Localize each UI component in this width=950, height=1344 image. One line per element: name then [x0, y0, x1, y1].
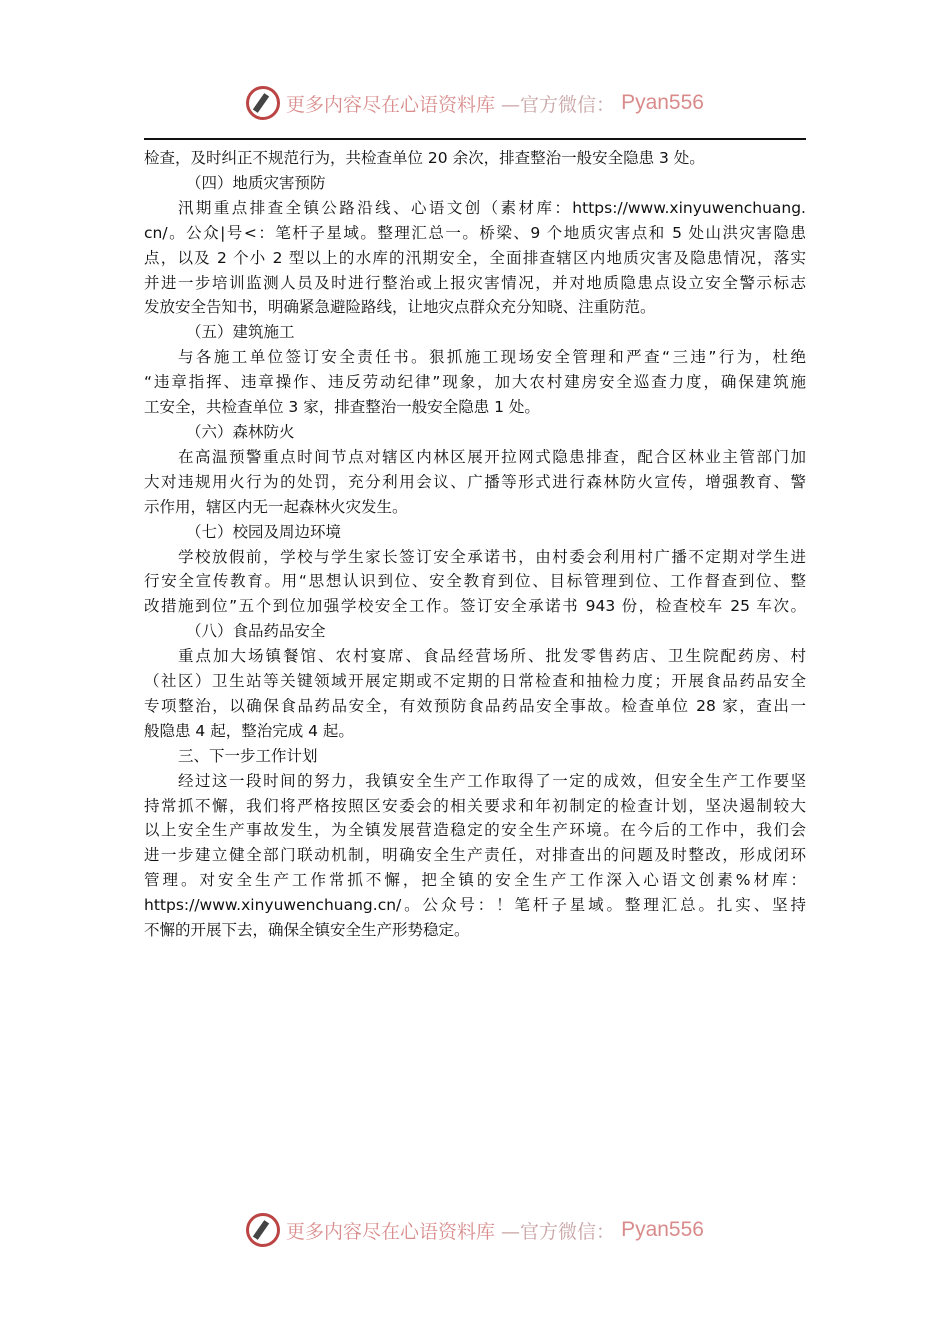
text-line: 学校放假前，学校与学生家长签订安全承诺书，由村委会利用村广播不定期对学生进: [178, 547, 806, 566]
text-line: 持常抓不懈，我们将严格按照区安委会的相关要求和年初制定的检查计划，坚决遏制较大: [144, 796, 806, 815]
banner-separator: —官方微信：: [501, 1220, 616, 1243]
document-body: [144, 146, 806, 943]
text-line: 示作用，辖区内无一起森林火灾发生。: [144, 497, 408, 516]
header-rule: [144, 138, 806, 140]
section-heading: （六）森林防火: [186, 422, 295, 441]
text-line: 与各施工单位签订安全责任书。狠抓施工现场安全管理和严查“三违”行为，杜绝: [178, 348, 806, 367]
text-line: （社区）卫生站等关键领域开展定期或不定期的日常检查和抽检力度；开展食品药品安全: [144, 672, 806, 691]
text-line: 工安全，共检查单位 3 家，排查整治一般安全隐患 1 处。: [144, 398, 540, 417]
text-line: 在高温预警重点时间节点对辖区内林区展开拉网式隐患排查，配合区林业主管部门加: [178, 447, 806, 466]
text-line: “违章指挥、违章操作、违反劳动纪律”现象，加大农村建房安全巡查力度，确保建筑施: [144, 373, 806, 392]
text-line: 经过这一段时间的努力，我镇安全生产工作取得了一定的成效，但安全生产工作要坚: [178, 771, 806, 790]
section-heading: （八）食品药品安全: [186, 622, 326, 641]
section-heading: （五）建筑施工: [186, 323, 295, 342]
section-heading: （七）校园及周边环境: [186, 522, 342, 541]
banner-wechat-id: Pyan556: [621, 91, 704, 114]
text-line: 不懈的开展下去，确保全镇安全生产形势稳定。: [144, 921, 470, 940]
text-line: 检查，及时纠正不规范行为，共检查单位 20 余次，排查整治一般安全隐患 3 处。: [144, 149, 705, 167]
text-line: 般隐患 4 起，整治完成 4 起。: [144, 721, 354, 740]
text-line: 大对违规用火行为的处罚，充分利用会议、广播等形式进行森林防火宣传，增强教育、警: [144, 472, 806, 491]
text-line: 改措施到位”五个到位加强学校安全工作。签订安全承诺书 943 份，检查校车 25 车次。: [144, 597, 806, 616]
banner-text: 更多内容尽在心语资料库: [286, 93, 496, 116]
section-heading: 三、下一步工作计划: [178, 746, 318, 765]
text-line: 以上安全生产事故发生，为全镇发展营造稳定的安全生产环境。在今后的工作中，我们会: [144, 821, 806, 840]
text-line: 汛期重点排查全镇公路沿线、心语文创（素材库：https://www.xinyuwenchuang.: [178, 198, 806, 217]
text-line: 点，以及 2 个小 2 型以上的水库的汛期安全，全面排查辖区内地质灾害及隐患情况，落实: [144, 248, 806, 267]
pen-logo-icon: [246, 1213, 280, 1247]
text-line: 并进一步培训监测人员及时进行整治或上报灾害情况，并对地质隐患点设立安全警示标志: [144, 273, 806, 292]
pen-logo-icon: [246, 86, 280, 120]
text-line: 行安全宣传教育。用“思想认识到位、安全教育到位、目标管理到位、工作督查到位、整: [144, 572, 806, 591]
text-line: https://www.xinyuwenchuang.cn/。公众号：！笔杆子星域。整理汇总。扎实、坚持: [144, 896, 806, 915]
banner-text: 更多内容尽在心语资料库: [286, 1220, 496, 1243]
footer-banner: [0, 1213, 950, 1247]
banner-separator: —官方微信：: [501, 93, 616, 116]
header-banner: [0, 86, 950, 120]
text-line: 管理。对安全生产工作常抓不懈，把全镇的安全生产工作深入心语文创素%材库：: [144, 871, 806, 890]
text-line: cn/。公众|号<：笔杆子星域。整理汇总一。桥梁、9 个地质灾害点和 5 处山洪灾害隐患: [144, 223, 806, 242]
section-heading: （四）地质灾害预防: [186, 173, 326, 192]
banner-wechat-id: Pyan556: [621, 1218, 704, 1241]
text-line: 进一步建立健全部门联动机制，明确安全生产责任，对排查出的问题及时整改，形成闭环: [144, 846, 806, 865]
text-line: 专项整治，以确保食品药品安全，有效预防食品药品安全事故。检查单位 28 家，查出一: [144, 696, 806, 715]
text-line: 发放安全告知书，明确紧急避险路线，让地灾点群众充分知晓、注重防范。: [144, 298, 656, 317]
text-line: 重点加大场镇餐馆、农村宴席、食品经营场所、批发零售药店、卫生院配药房、村: [178, 647, 806, 666]
